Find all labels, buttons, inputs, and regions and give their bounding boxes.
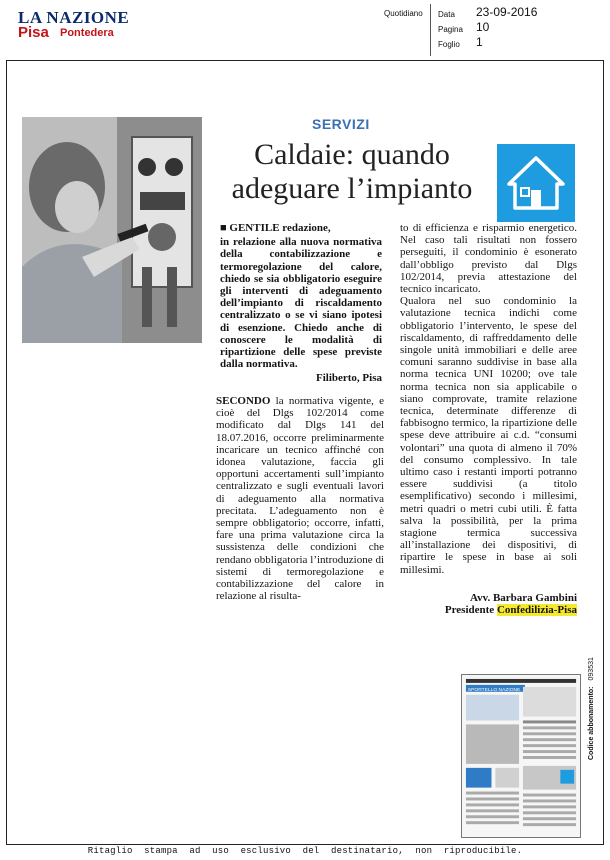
clipping-disclaimer bbox=[0, 846, 610, 856]
sheet-label: Foglio bbox=[438, 40, 460, 49]
subscription-code bbox=[588, 657, 595, 760]
answer-text-2: to di efficienza e risparmio energetico. Nel caso tali risultati non fossero perseguiti, il condominio è esonerato dall’obbligo previsto dal Dlgs 102/2014, previa attestazione del tecnico incaricato. bbox=[400, 222, 577, 296]
edition-subtitle: Pontedera bbox=[60, 27, 114, 39]
headline-line-1: Caldaie: quando bbox=[254, 138, 450, 171]
answer-text-1: la normativa vigente, e cioè del Dlgs 102/2014 come modificato dal Dlgs 141 del 18.07.2016, occorre preliminarmente incaricare un tecnico affinché con idonea valutazione, faccia gli opportuni accertamenti sull’impianto centralizzato e sugli eventuali lavori di adeguamento alla normativa precitata. L’adeguamento non è sempre obbligatorio; occorre, infatti, fare una prima valutazione circa la sussistenza delle condizioni che rendano obbligatoria l’introduzione di sistemi di termoregolazione e contabilizzazione del calore in relazione al risulta- bbox=[216, 395, 384, 603]
signature-role-text: Presidente bbox=[444, 604, 497, 617]
question-lead-word: GENTILE bbox=[229, 222, 280, 234]
full-page-thumbnail bbox=[461, 674, 581, 838]
page-value: 10 bbox=[476, 20, 490, 34]
newspaper-logo: LA NAZIONE bbox=[18, 8, 130, 27]
headline-line-2: adeguare l’impianto bbox=[231, 172, 473, 205]
date-label: Data bbox=[438, 10, 455, 19]
subscription-code-value: 093531 bbox=[588, 657, 595, 681]
reader-question bbox=[220, 222, 382, 387]
question-salutation: redazione, bbox=[279, 222, 331, 234]
square-bullet-icon: ■ bbox=[220, 222, 230, 234]
question-signature: Filiberto, Pisa bbox=[316, 372, 382, 385]
house-icon bbox=[497, 144, 575, 222]
answer-lead-word: SECONDO bbox=[216, 395, 271, 407]
subscription-code-label: Codice abbonamento: bbox=[588, 686, 595, 760]
clipping-disclaimer-text: Ritaglio stampa ad uso esclusivo del destinatario, non riproducibile. bbox=[87, 846, 523, 856]
date-value: 23-09-2016 bbox=[476, 5, 538, 19]
answer-signature-name: Avv. Barbara Gambini bbox=[469, 591, 577, 604]
thumbnail-masthead: SPORTELLO NAZIONE bbox=[467, 687, 521, 693]
answer-text-3: Qualora nel suo condominio la valutazione tecnica indichi come obbligatorio l’intervento, le spese del riscaldamento, di raffreddamento delle singole unità immobiliari e delle aree comuni saranno suddivise in base alla norma tecnica UNI 10200; ove tale norma tecnica non sia applicabile o siano comprovate, tramite relazione tecnica, determinate differenze di fabbisogno termico, la ripartizione delle spese deve attribuire ai c.d. “consumi volontari” una quota di almeno il 70% del consumo complessivo. In tale ultimo caso i restanti importi potranno essere suddivisi (a titolo esemplificativo) secondo i millesimi, metri quadri o metri cubi utili. È fatta salva la possibilità, per la prima stagione termica successiva all’installazione dei dispositivi, di ripartire le spese in base ai soli millesimi. bbox=[400, 295, 577, 576]
sheet-value: 1 bbox=[476, 35, 483, 49]
answer-column-1 bbox=[216, 395, 384, 602]
section-kicker: SERVIZI bbox=[312, 116, 370, 132]
edition-city: Pisa bbox=[18, 24, 49, 41]
answer-signature-role bbox=[400, 604, 577, 616]
boiler-technician-photo bbox=[22, 117, 202, 343]
article-headline bbox=[216, 138, 488, 206]
question-text: in relazione alla nuova normativa della contabilizzazione e termoregolazione del calore, chiedo se sia obbligatorio eseguire gli interventi di adeguamento dell’impianto di riscaldamento centralizzato o se vi siano ipotesi di esenzione. Chiedo anche di conoscere le modalità di ripartizione delle spese previste dalla normativa. bbox=[220, 236, 382, 371]
signature-organization: Confedilizia-Pisa bbox=[496, 604, 577, 617]
page-label: Pagina bbox=[438, 25, 463, 34]
answer-column-2 bbox=[400, 222, 577, 616]
publication-type: Quotidiano bbox=[384, 9, 423, 18]
header-divider bbox=[430, 4, 431, 56]
